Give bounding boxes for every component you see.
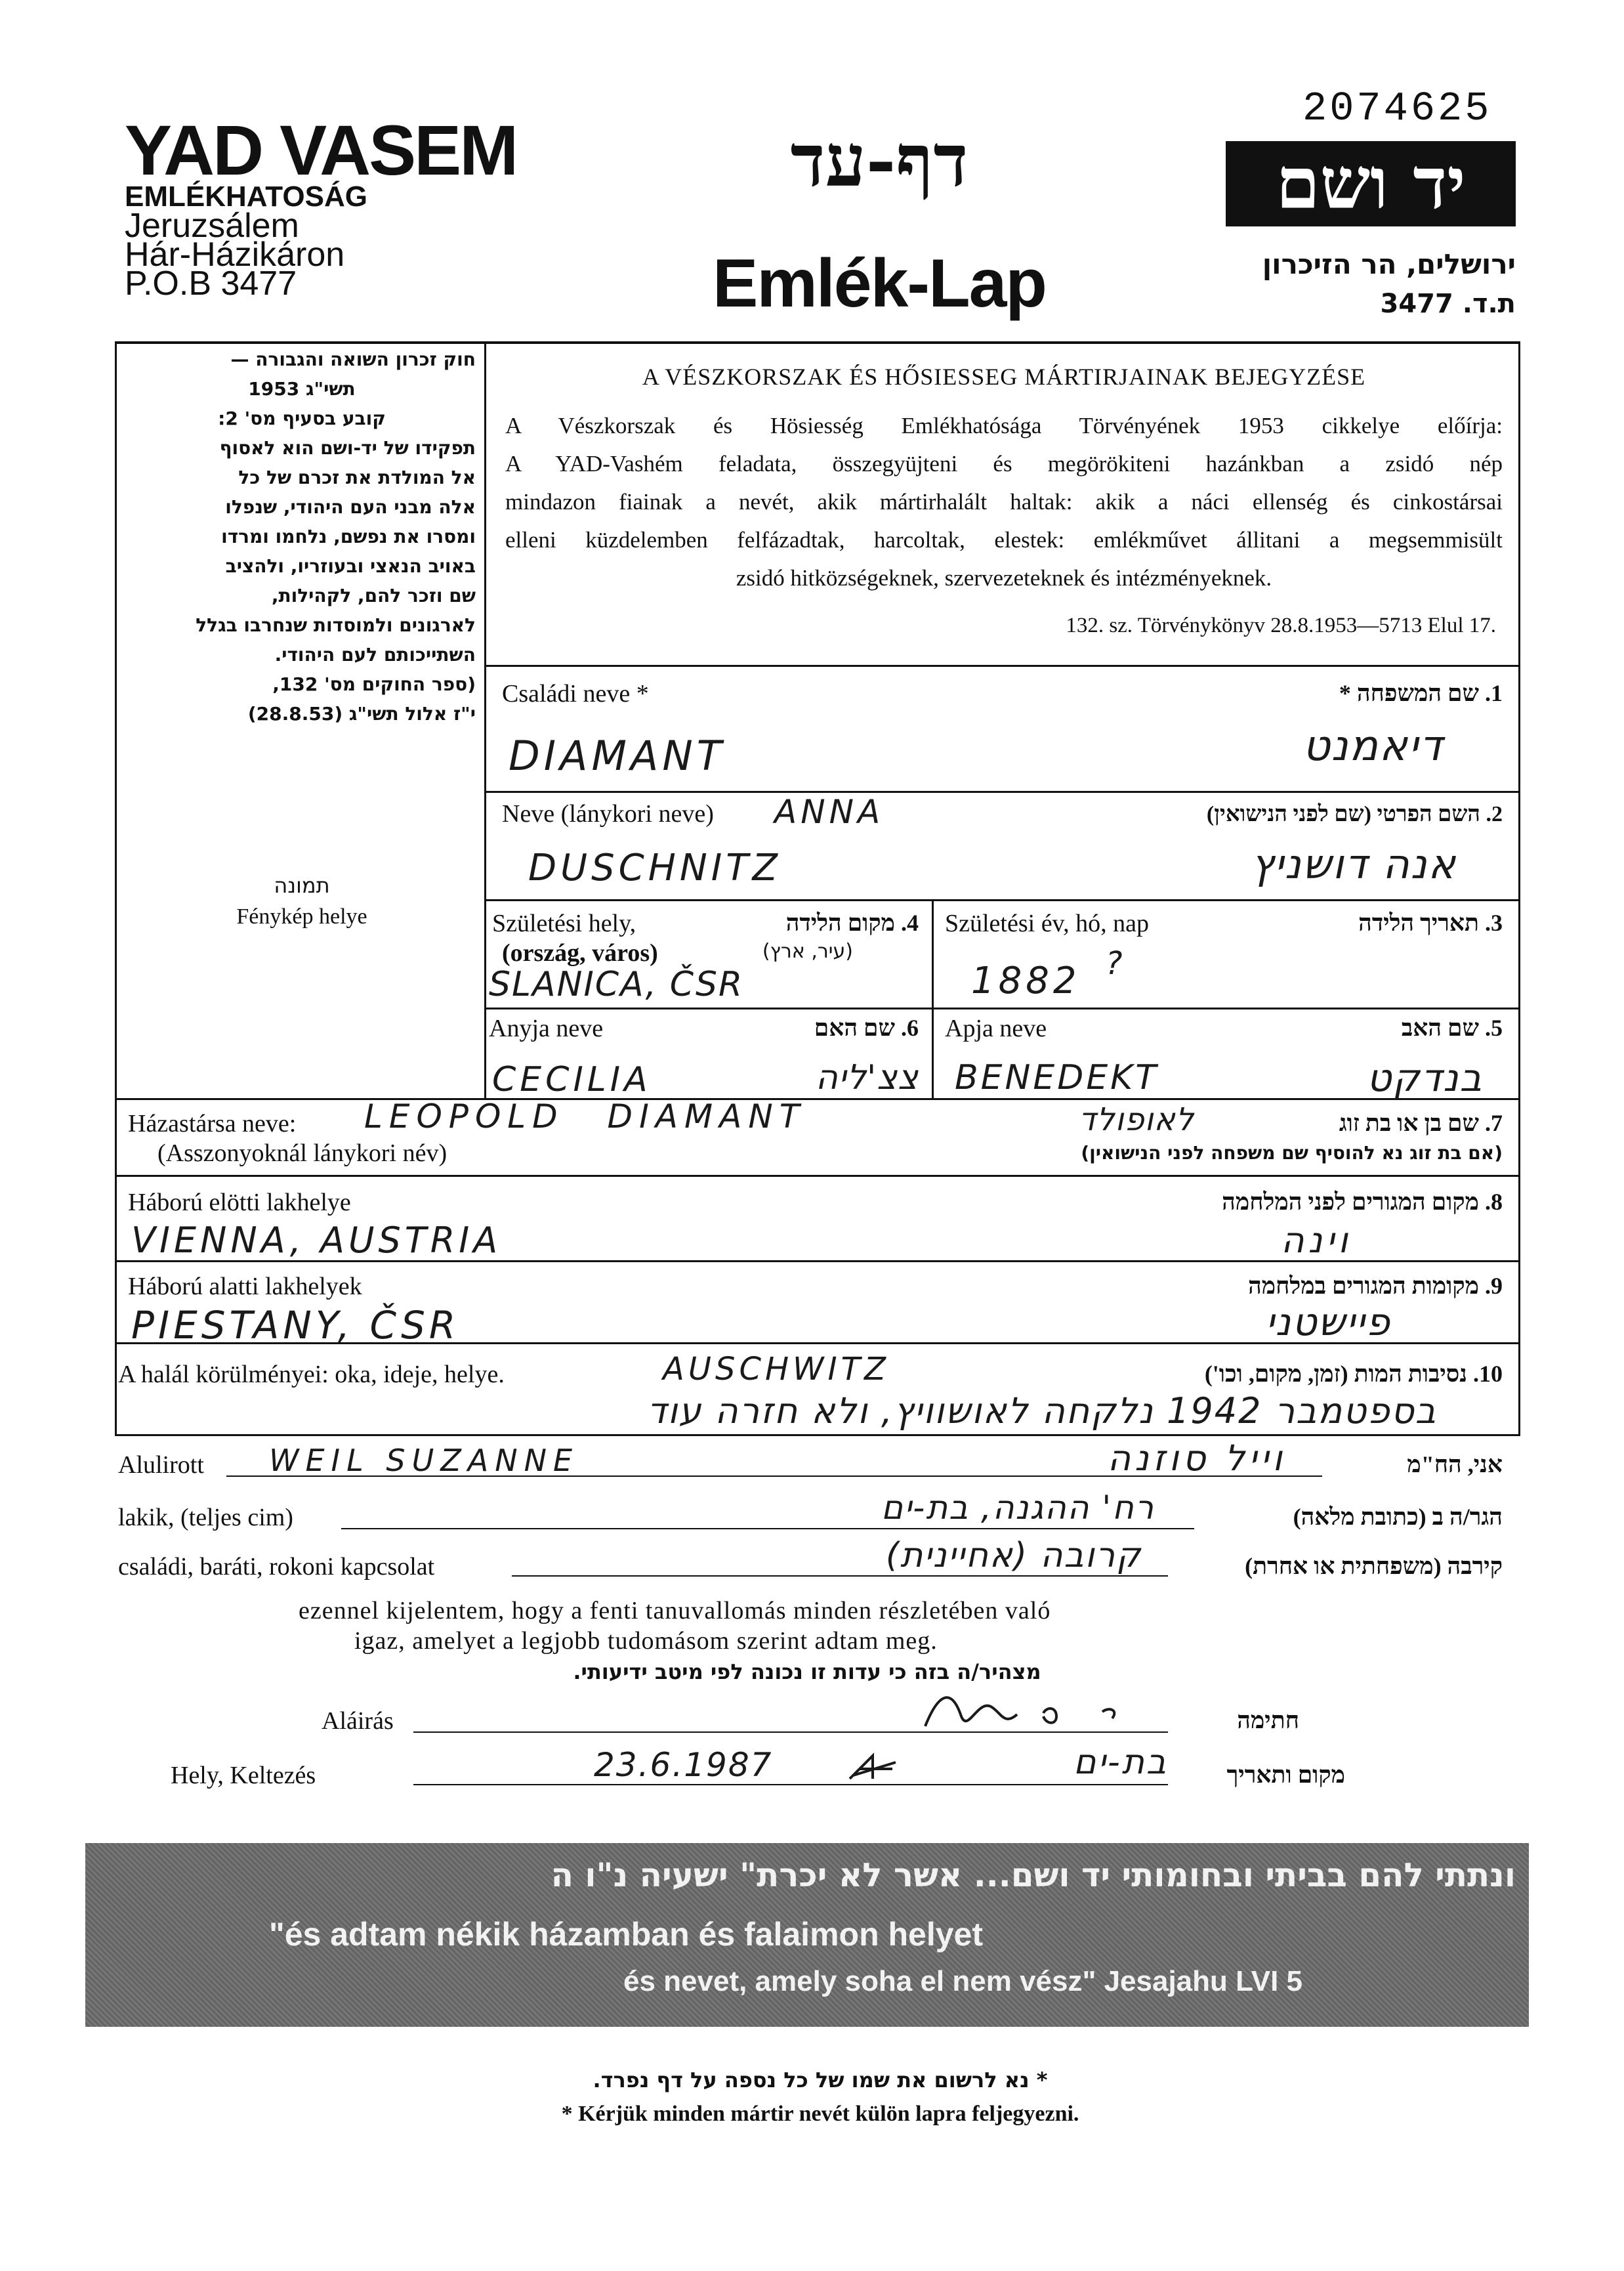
spouse-hebrew-value[interactable]: לאופולד xyxy=(1079,1101,1194,1138)
family-name-value[interactable]: DIAMANT xyxy=(509,732,726,780)
spouse-label: Házastársa neve: xyxy=(128,1110,297,1137)
birth-place-sub-label: (ország, város) xyxy=(502,939,658,967)
signature-scrawl[interactable] xyxy=(912,1680,1148,1739)
footer-note: * Kérjük minden mártir nevét külön lapra feljegyezni. xyxy=(561,2102,1079,2126)
death-circumstances-label: A halál körülményei: oka, ideje, helye. xyxy=(118,1361,505,1388)
mother-name-hebrew-label: 6. שם האם xyxy=(814,1015,919,1041)
org-pob: P.O.B 3477 xyxy=(125,265,297,303)
law-line: תפקידו של יד-ושם הוא לאסוף xyxy=(219,437,476,459)
photo-placeholder-label: Fénykép helye xyxy=(236,904,367,929)
banner-hebrew-quote: ונתתי להם בביתי ובחומותי יד ושם... אשר לא יכרת" ישעיה נ"ו ה xyxy=(551,1856,1516,1894)
prewar-residence-value[interactable]: VIENNA, AUSTRIA xyxy=(131,1220,502,1261)
birth-date-hebrew-label: 3. תאריך הלידה xyxy=(1358,910,1503,936)
signature-hebrew-label: חתימה xyxy=(1237,1707,1299,1733)
relation-hebrew-label: קירבה (משפחתית או אחרת) xyxy=(1245,1553,1503,1579)
death-circumstances-hebrew-value[interactable]: בספטמבר 1942 נלקחה לאושוויץ, ולא חזרה עוד xyxy=(647,1390,1437,1432)
quote-banner xyxy=(85,1843,1529,2027)
declaration-line-1: ezennel kijelentem, hogy a fenti tanuvallomás minden részletében való xyxy=(299,1597,1051,1624)
prewar-residence-label: Háború elötti lakhelye xyxy=(128,1189,351,1216)
place-date-value[interactable]: 23.6.1987 xyxy=(594,1746,773,1784)
spouse-value[interactable]: LEOPOLD DIAMANT xyxy=(364,1097,806,1136)
law-line: לארגונים ולמוסדות שנחרבו בגלל xyxy=(196,614,476,636)
place-date-hebrew-label: מקום ותאריך xyxy=(1226,1762,1345,1788)
father-name-hebrew-label: 5. שם האב xyxy=(1401,1015,1503,1041)
address-hebrew-label: הגר/ה ב (כתובת מלאה) xyxy=(1293,1504,1503,1530)
law-line: השתייכותם לעם היהודי. xyxy=(274,644,476,666)
relation-label: családi, baráti, rokoni kapcsolat xyxy=(118,1553,435,1581)
wartime-residence-label: Háború alatti lakhelyek xyxy=(128,1273,362,1300)
address-label: lakik, (teljes cim) xyxy=(118,1504,293,1531)
signature-label: Aláirás xyxy=(322,1707,394,1735)
law-line: אלה מבני העם היהודי, שנפלו xyxy=(225,496,476,518)
hebrew-address: ירושלים, הר הזיכרון xyxy=(1262,248,1516,280)
document-number: 2074625 xyxy=(1302,85,1492,132)
declaration-line-2: igaz, amelyet a legjobb tudomásom szerint adtam meg. xyxy=(354,1627,938,1655)
birth-place-hebrew-sub-label: (עיר, ארץ) xyxy=(762,940,853,963)
signer-hebrew-label: אני, הח"מ xyxy=(1407,1451,1503,1477)
birth-date-value[interactable]: 1882 xyxy=(971,960,1081,1002)
intro-line: A YAD-Vashém feladata, összegyüjteni és megörökiteni hazánkban a zsidó nép xyxy=(505,451,1503,477)
death-circumstances-value[interactable]: AUSCHWITZ xyxy=(663,1351,890,1388)
strikethrough-mark xyxy=(846,1749,899,1789)
footer-hebrew-note: * נא לרשום את שמו של כל נספה על דף נפרד. xyxy=(593,2068,1048,2092)
signer-value[interactable]: WEIL SUZANNE xyxy=(269,1443,579,1478)
mother-name-label: Anyja neve xyxy=(489,1015,604,1042)
given-name-hebrew-label: 2. השם הפרטי (שם לפני הנישואין) xyxy=(1206,802,1503,826)
law-line: אל המולדת את זכרם של כל xyxy=(238,467,476,488)
law-line: באויב הנאצי ובעוזריו, ולהציב xyxy=(225,555,476,577)
birth-place-hebrew-label: 4. מקום הלידה xyxy=(785,910,919,936)
maiden-name-value[interactable]: DUSCHNITZ xyxy=(528,847,781,889)
signer-hebrew-value[interactable]: וייל סוזנה xyxy=(1107,1437,1286,1479)
hebrew-pob: ת.ד. 3477 xyxy=(1380,289,1516,319)
law-citation-block xyxy=(128,345,476,729)
org-subtitle: EMLÉKHATOSÁG xyxy=(125,180,367,213)
intro-line: A Vészkorszak és Hösiesség Emlékhatósága Törvényének 1953 cikkelye előírja: xyxy=(505,413,1503,438)
birth-date-label: Születési év, hó, nap xyxy=(945,910,1149,937)
mother-name-hebrew-value[interactable]: צצ'ליה xyxy=(815,1058,919,1097)
intro-line: elleni küzdelemben felfázadtak, harcoltak, elestek: emlékművet állitani a megsemmisült xyxy=(505,527,1503,553)
spouse-sub-label: (Asszonyoknál lánykori név) xyxy=(157,1139,448,1167)
wartime-residence-value[interactable]: PIESTANY, ČSR xyxy=(131,1303,460,1348)
prewar-residence-hebrew-value[interactable]: וינה xyxy=(1281,1220,1352,1261)
family-name-hebrew-value[interactable]: דיאמנט xyxy=(1302,722,1444,771)
given-name-hebrew-value[interactable]: אנה דושניץ xyxy=(1251,840,1457,888)
intro-line: zsidó hitközségeknek, szervezeteknek és intézményeknek. xyxy=(736,565,1272,591)
law-line: שם וזכר להם, לקהילות, xyxy=(271,585,476,606)
banner-line-2: és nevet, amely soha el nem vész" Jesajahu LVI 5 xyxy=(623,1965,1303,1997)
father-name-label: Apja neve xyxy=(945,1015,1047,1042)
father-name-hebrew-value[interactable]: בנדקט xyxy=(1366,1055,1483,1100)
family-name-label: Családi neve * xyxy=(502,680,649,708)
spouse-hebrew-label: 7. שם בן או בת זוג xyxy=(1339,1110,1503,1136)
org-city: Jeruzsálem xyxy=(125,207,299,245)
father-name-value[interactable]: BENEDEKT xyxy=(955,1058,1159,1097)
hebrew-title: דף-עד xyxy=(790,118,968,203)
banner-line-1: "és adtam nékik házamban és falaimon helyet xyxy=(269,1916,984,1953)
death-circumstances-hebrew-label: 10. נסיבות המות (זמן, מקום, וכו') xyxy=(1204,1361,1503,1387)
law-line: (ספר החוקים מס' 132, xyxy=(272,673,476,695)
page-title: Emlék-Lap xyxy=(713,245,1046,322)
law-line: ומסרו את נפשם, נלחמו ומרדו xyxy=(221,526,476,547)
photo-label-hebrew: תמונה xyxy=(274,873,330,898)
intro-heading: A VÉSZKORSZAK ÉS HŐSIESSEG MÁRTIRJAINAK BEJEGYZÉSE xyxy=(642,364,1366,390)
mother-name-value[interactable]: CECILIA xyxy=(492,1060,652,1099)
declaration-hebrew: מצהיר/ה בזה כי עדות זו נכונה לפי מיטב ידיעותי. xyxy=(573,1659,1041,1684)
birth-place-label: Születési hely, xyxy=(492,910,636,937)
intro-citation: 132. sz. Törvénykönyv 28.8.1953—5713 Elul 17. xyxy=(1066,614,1496,637)
law-line: קובע בסעיף מס' 2: xyxy=(218,408,386,429)
hebrew-logo: יד ושם xyxy=(1226,141,1516,226)
org-title: YAD VASEM xyxy=(125,110,517,190)
relation-hebrew-value[interactable]: קרובה (אחיינית) xyxy=(885,1536,1142,1575)
wartime-residence-hebrew-label: 9. מקומות המגורים במלחמה xyxy=(1248,1273,1503,1299)
given-name-value[interactable]: ANNA xyxy=(774,793,885,831)
birth-place-value[interactable]: SLANICA, ČSR xyxy=(489,965,744,1004)
family-name-hebrew-label: 1. שם המשפחה * xyxy=(1339,680,1503,706)
place-date-hebrew-value[interactable]: בת-ים xyxy=(1073,1743,1168,1782)
prewar-residence-hebrew-label: 8. מקום המגורים לפני המלחמה xyxy=(1222,1189,1503,1215)
birth-date-uncertain-mark: ? xyxy=(1106,945,1127,982)
law-line: תשי"ג 1953 xyxy=(248,378,356,400)
org-location: Hár-Házikáron xyxy=(125,236,345,274)
given-name-label: Neve (lánykori neve) xyxy=(502,800,714,828)
signer-label: Alulirott xyxy=(118,1451,204,1479)
intro-text xyxy=(505,407,1503,597)
spouse-hebrew-sub-label: (אם בת זוג נא להוסיף שם משפחה לפני הנישואין) xyxy=(1081,1142,1503,1164)
intro-line: mindazon fiainak a nevét, akik mártirhalált haltak: akik a náci ellenség és cinkostársai xyxy=(505,489,1503,515)
wartime-residence-hebrew-value[interactable]: פיישטני xyxy=(1265,1300,1391,1344)
address-hebrew-value[interactable]: רח' ההגנה, בת-ים xyxy=(881,1489,1155,1527)
law-line: י"ז אלול תשי"ג (28.8.53) xyxy=(247,703,476,725)
place-date-label: Hely, Keltezés xyxy=(171,1762,316,1789)
law-line: חוק זכרון השואה והגבורה — xyxy=(230,349,476,370)
